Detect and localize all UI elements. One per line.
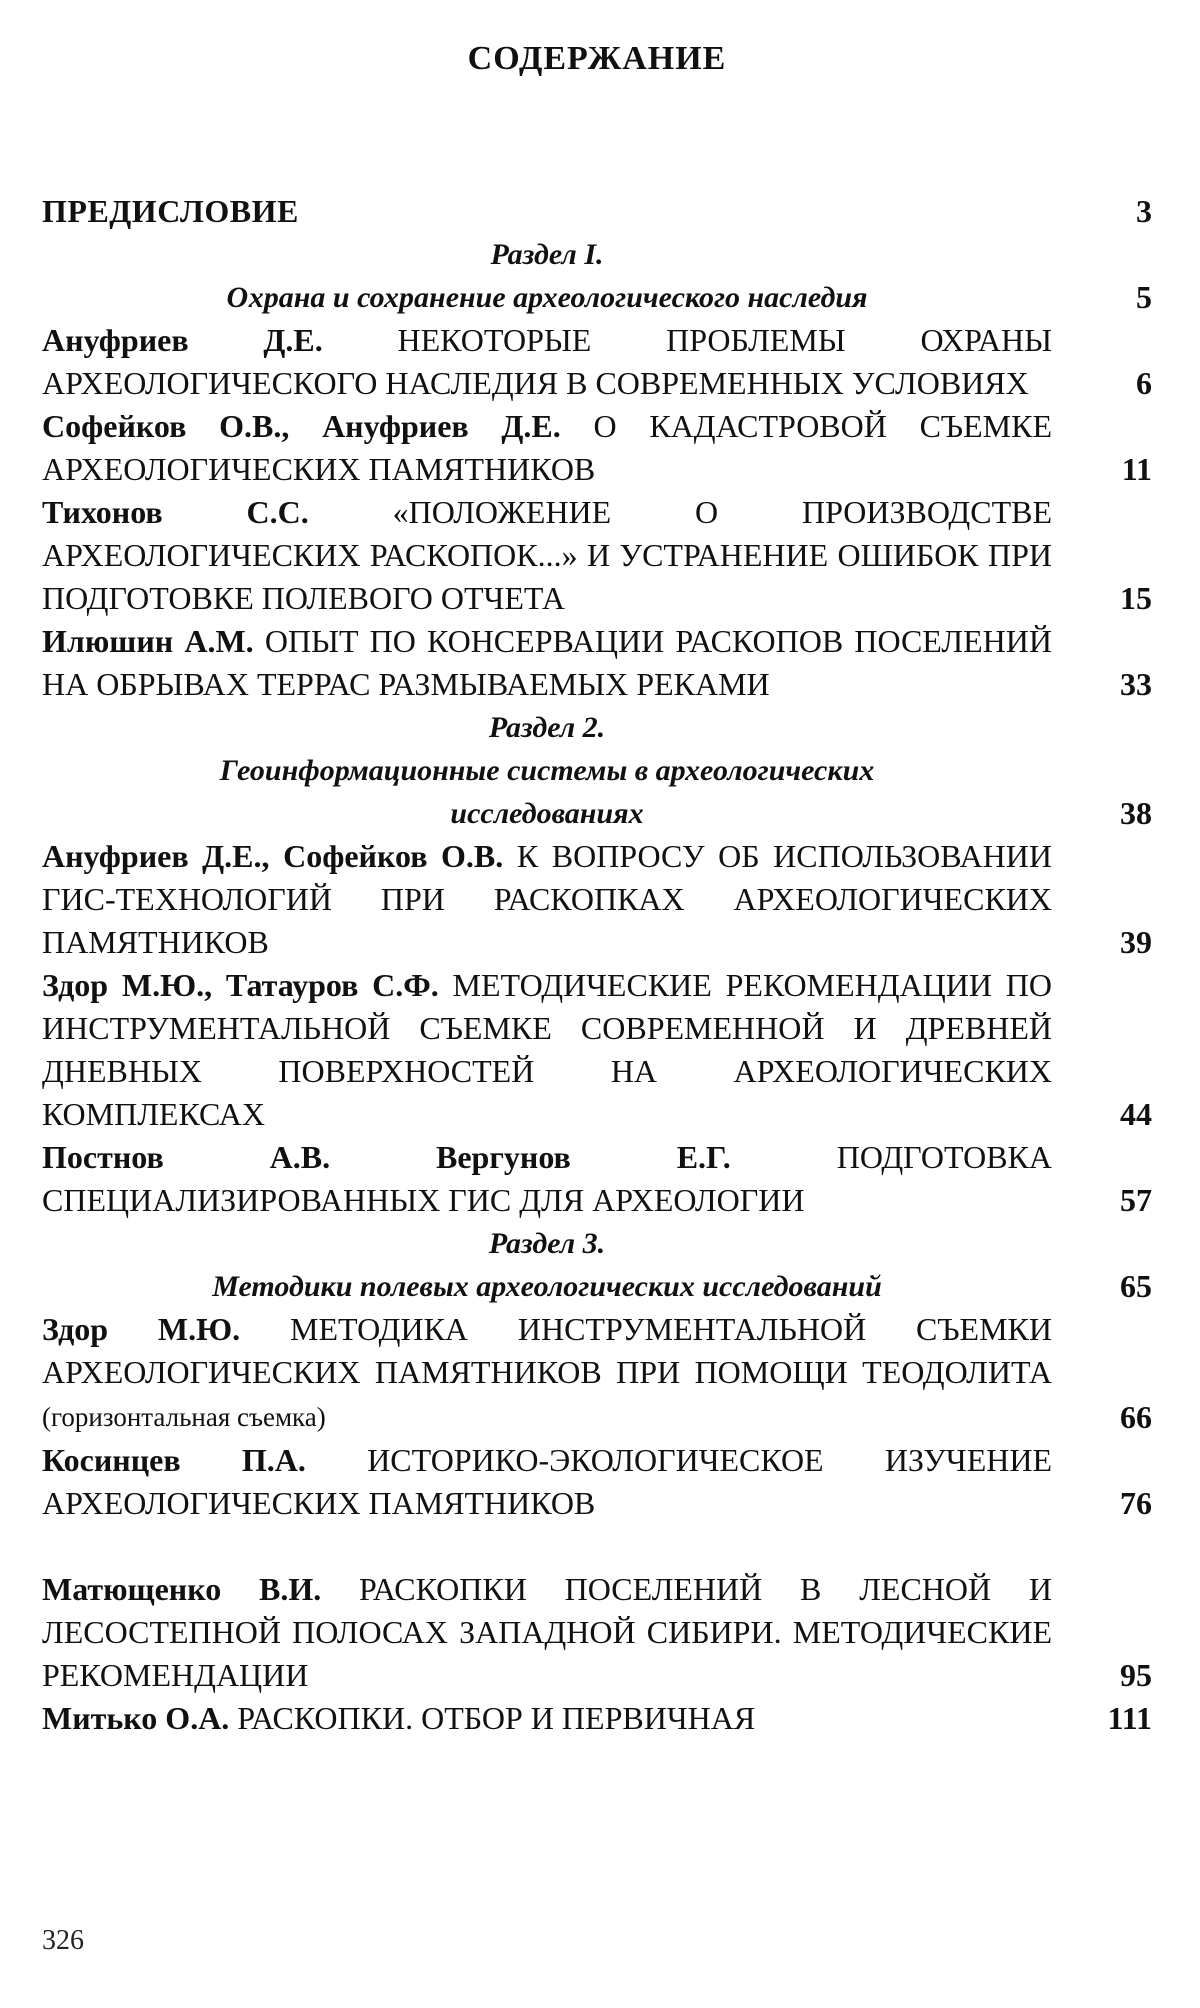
section3-name-row: [42, 1265, 1152, 1308]
toc-entry: [42, 1136, 1152, 1222]
entry-page: 111: [1107, 1700, 1152, 1736]
toc-entry: [42, 1308, 1152, 1439]
entry-authors: Постнов А.В. Вергунов Е.Г.: [42, 1139, 731, 1175]
preface-label: ПРЕДИСЛОВИЕ: [42, 193, 299, 229]
entry-page: 15: [1120, 580, 1152, 616]
page-number: 326: [42, 1925, 84, 1956]
entry-authors: Здор М.Ю., Татауров С.Ф.: [42, 967, 439, 1003]
entry-page: 95: [1120, 1657, 1152, 1693]
entry-title: ПОДГОТОВКА СПЕЦИАЛИЗИРОВАННЫХ ГИС ДЛЯ АРХЕОЛОГИИ: [42, 1139, 1052, 1218]
entry-authors: Ануфриев Д.Е.: [42, 322, 323, 358]
toc-page: [42, 40, 1152, 1740]
entry-title: «ПОЛОЖЕНИЕ О ПРОИЗВОДСТВЕ АРХЕОЛОГИЧЕСКИХ РАСКОПОК...» И УСТРАНЕНИЕ ОШИБОК ПРИ ПОДГОТОВКЕ ПОЛЕВОГО ОТЧЕТА: [42, 494, 1053, 616]
section2-name-line1: Геоинформационные системы в археологических: [219, 754, 875, 787]
section2-page: 38: [1120, 795, 1152, 831]
entry-title: НЕКОТОРЫЕ ПРОБЛЕМЫ ОХРАНЫ АРХЕОЛОГИЧЕСКОГО НАСЛЕДИЯ В СОВРЕМЕННЫХ УСЛОВИЯХ: [42, 322, 1053, 401]
toc-entry: [42, 964, 1152, 1136]
entry-page: 39: [1120, 924, 1152, 960]
entry-note: (горизонтальная съемка): [42, 1402, 326, 1432]
section1-head: Раздел I.: [490, 238, 604, 271]
section3-head: Раздел 3.: [488, 1227, 606, 1260]
toc-entry: [42, 1439, 1152, 1525]
spacer: [42, 1525, 1152, 1568]
entry-title: О КАДАСТРОВОЙ СЪЕМКЕ АРХЕОЛОГИЧЕСКИХ ПАМЯТНИКОВ: [42, 408, 1052, 487]
entry-page: 66: [1120, 1399, 1152, 1435]
toc-entry: [42, 835, 1152, 964]
toc-entry: [42, 1697, 1152, 1740]
entry-page: 57: [1120, 1182, 1152, 1218]
entry-page: 33: [1120, 666, 1152, 702]
section3-name: Методики полевых археологических исследований: [212, 1270, 882, 1303]
toc-title: СОДЕРЖАНИЕ: [467, 40, 727, 77]
entry-title: МЕТОДИЧЕСКИЕ РЕКОМЕНДАЦИИ ПО ИНСТРУМЕНТАЛЬНОЙ СЪЕМКЕ СОВРЕМЕННОЙ И ДРЕВНЕЙ ДНЕВНЫХ ПОВЕРХНОСТЕЙ НА АРХЕОЛОГИЧЕСКИХ КОМПЛЕКСАХ: [42, 967, 1052, 1132]
entry-title: К ВОПРОСУ ОБ ИСПОЛЬЗОВАНИИ ГИС-ТЕХНОЛОГИЙ ПРИ РАСКОПКАХ АРХЕОЛОГИЧЕСКИХ ПАМЯТНИКОВ: [42, 838, 1053, 960]
section2-name-row-1: [42, 749, 1152, 792]
toc-preface: [42, 190, 1152, 233]
section2-name-line2: исследованиях: [450, 797, 644, 830]
entry-authors: Илюшин А.М.: [42, 623, 254, 659]
entry-title: РАСКОПКИ ПОСЕЛЕНИЙ В ЛЕСНОЙ И ЛЕСОСТЕПНОЙ ПОЛОСАХ ЗАПАДНОЙ СИБИРИ. МЕТОДИЧЕСКИЕ РЕКОМЕНДАЦИИ: [42, 1571, 1053, 1693]
entry-authors: Митько О.А.: [42, 1700, 230, 1736]
entry-title: ИСТОРИКО-ЭКОЛОГИЧЕСКОЕ ИЗУЧЕНИЕ АРХЕОЛОГИЧЕСКИХ ПАМЯТНИКОВ: [42, 1442, 1053, 1521]
section3-page: 65: [1120, 1268, 1152, 1304]
entry-authors: Матющенко В.И.: [42, 1571, 322, 1607]
toc-entry: [42, 405, 1152, 491]
section3-head-row: [42, 1222, 1152, 1265]
section1-page: 5: [1136, 279, 1152, 315]
entry-authors: Тихонов С.С.: [42, 494, 309, 530]
section1-name: Охрана и сохранение археологического наследия: [226, 281, 868, 314]
entry-title: МЕТОДИКА ИНСТРУМЕНТАЛЬНОЙ СЪЕМКИ АРХЕОЛОГИЧЕСКИХ ПАМЯТНИКОВ ПРИ ПОМОЩИ ТЕОДОЛИТА: [42, 1311, 1053, 1390]
section2-name-row-2: [42, 792, 1152, 835]
entry-title: РАСКОПКИ. ОТБОР И ПЕРВИЧНАЯ: [229, 1700, 756, 1736]
entry-page: 76: [1120, 1485, 1152, 1521]
entry-authors: Ануфриев Д.Е., Софейков О.В.: [42, 838, 504, 874]
entry-page: 44: [1120, 1096, 1152, 1132]
entry-authors: Здор М.Ю.: [42, 1311, 241, 1347]
toc-entry: [42, 1568, 1152, 1697]
entry-authors: Софейков О.В., Ануфриев Д.Е.: [42, 408, 561, 444]
section1-name-row: [42, 276, 1152, 319]
toc-entry: [42, 319, 1152, 405]
entry-authors: Косинцев П.А.: [42, 1442, 306, 1478]
section2-head-row: [42, 706, 1152, 749]
toc-entry: [42, 620, 1152, 706]
preface-page: 3: [1136, 193, 1152, 229]
toc-entry: [42, 491, 1152, 620]
entry-page: 6: [1136, 365, 1152, 401]
section2-head: Раздел 2.: [488, 711, 606, 744]
section1-head-row: [42, 233, 1152, 276]
entry-page: 11: [1121, 451, 1152, 487]
entry-title: ОПЫТ ПО КОНСЕРВАЦИИ РАСКОПОВ ПОСЕЛЕНИЙ НА ОБРЫВАХ ТЕРРАС РАЗМЫВАЕМЫХ РЕКАМИ: [42, 623, 1053, 702]
